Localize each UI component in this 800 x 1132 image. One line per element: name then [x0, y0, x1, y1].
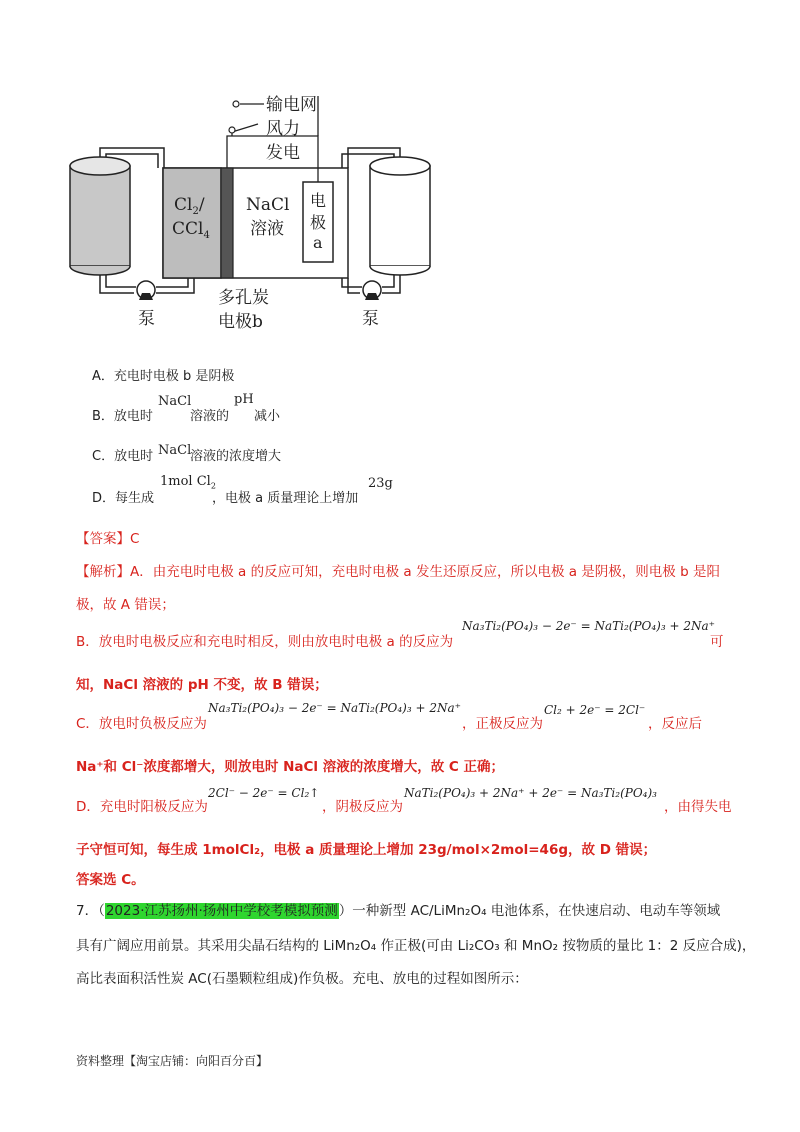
- question-source-tag: 2023·江苏扬州·扬州中学校考模拟预测: [105, 903, 338, 919]
- battery-diagram: [60, 88, 460, 338]
- analysis-line-2: 极，故 A 错误；: [76, 597, 175, 613]
- option-b-nacl: NaCl: [158, 394, 192, 409]
- question-7-line-1-rest: ）一种新型 AC/LiMn₂O₄ 电池体系，在快速启动、电动车等领域: [338, 903, 721, 919]
- equation-d2: NaTi₂(PO₄)₃ + 2Na⁺ + 2e⁻ = Na₃Ti₂(PO₄)₃: [404, 786, 657, 800]
- question-7-line-3: 高比表面积活性炭 AC(石墨颗粒组成)作负极。充电、放电的过程如图所示：: [76, 971, 528, 987]
- solution-label: 溶液: [250, 219, 284, 239]
- analysis-c-line-2: Na⁺和 Cl⁻浓度都增大，则放电时 NaCl 溶液的浓度增大，故 C 正确；: [76, 759, 505, 775]
- wind-label-1: 风力: [266, 119, 300, 139]
- option-a: A．充电时电极 b 是阴极: [92, 369, 235, 384]
- analysis-d-suffix: ，由得失电: [664, 799, 732, 815]
- question-number: 7．（: [76, 903, 105, 919]
- option-b-prefix: B．放电时: [92, 409, 153, 424]
- grid-terminal-icon: [233, 101, 239, 107]
- porous-electrode-b: [221, 168, 233, 278]
- option-b-mid: 溶液的: [190, 409, 230, 424]
- question-7-line-1: [76, 899, 720, 919]
- left-chamber-label-1: $Cl_2/$: [174, 195, 205, 217]
- electrode-a-label-1: 电: [310, 191, 327, 210]
- nacl-label: NaCl: [246, 195, 290, 215]
- porous-label-1: 多孔炭: [218, 288, 269, 308]
- analysis-b-line-2: 知，NaCl 溶液的 pH 不变，故 B 错误；: [76, 677, 328, 693]
- analysis-b-prefix: B．放电时电极反应和充电时相反，则由放电时电极 a 的反应为: [76, 634, 454, 650]
- question-7-line-2: 具有广阔应用前景。其采用尖晶石结构的 LiMn₂O₄ 作正极(可由 Li₂CO₃ 和 MnO₂ 按物质的量比 1：2 反应合成)，: [76, 938, 756, 954]
- analysis-c-mid: ，正极反应为: [462, 716, 543, 732]
- electrode-a-label-3: a: [313, 233, 323, 252]
- equation-c2: Cl₂ + 2e⁻ = 2Cl⁻: [544, 703, 646, 717]
- pump-right-icon: [363, 281, 381, 300]
- footer-text: 资料整理【淘宝店铺：向阳百分百】: [76, 1054, 269, 1068]
- option-d-mid: ，电极 a 质量理论上增加: [212, 491, 359, 506]
- option-c-suffix: 溶液的浓度增大: [190, 449, 282, 464]
- analysis-d-prefix: D．充电时阳极反应为: [76, 799, 208, 815]
- grid-label: 输电网: [266, 95, 317, 115]
- analysis-d-line-2: 子守恒可知，每生成 1molCl₂，电极 a 质量理论上增加 23g/mol×2mol=46g，故 D 错误；: [76, 842, 657, 858]
- answer-label: 【答案】C: [76, 531, 140, 547]
- analysis-b-suffix: 可: [710, 634, 724, 650]
- left-tank: [70, 157, 130, 275]
- option-d-prefix: D．每生成: [92, 491, 155, 506]
- analysis-c-prefix: C．放电时负极反应为: [76, 716, 207, 732]
- switch-terminal-icon: [229, 127, 235, 133]
- analysis-line-1: 【解析】A．由充电时电极 a 的反应可知，充电时电极 a 发生还原反应，所以电极 a 是阴极，则电极 b 是阳: [76, 564, 720, 580]
- equation-c1: Na₃Ti₂(PO₄)₃ − 2e⁻ = NaTi₂(PO₄)₃ + 2Na⁺: [208, 701, 461, 715]
- pump-left-label: 泵: [138, 309, 155, 329]
- equation-d1: 2Cl⁻ − 2e⁻ = Cl₂↑: [208, 786, 320, 800]
- final-answer: 答案选 C。: [76, 872, 145, 888]
- option-d-mol: 1mol $Cl_2$: [160, 474, 216, 491]
- analysis-c-suffix: ，反应后: [648, 716, 702, 732]
- analysis-d-mid: ，阴极反应为: [322, 799, 403, 815]
- pump-right-label: 泵: [362, 309, 379, 329]
- option-c-nacl: NaCl: [158, 443, 192, 458]
- electrode-a-label-2: 极: [310, 213, 327, 232]
- option-b-ph: pH: [234, 392, 254, 407]
- porous-label-2: 电极b: [218, 312, 263, 332]
- option-c-prefix: C．放电时: [92, 449, 154, 464]
- pump-left-icon: [137, 281, 155, 300]
- wind-label-2: 发电: [266, 143, 300, 163]
- option-b-suffix: 减小: [254, 409, 281, 424]
- left-chamber-label-2: CCl$_4$: [172, 219, 210, 241]
- option-d-mass: 23g: [368, 476, 393, 491]
- equation-b: Na₃Ti₂(PO₄)₃ − 2e⁻ = NaTi₂(PO₄)₃ + 2Na⁺: [462, 619, 715, 633]
- right-tank: [370, 157, 430, 275]
